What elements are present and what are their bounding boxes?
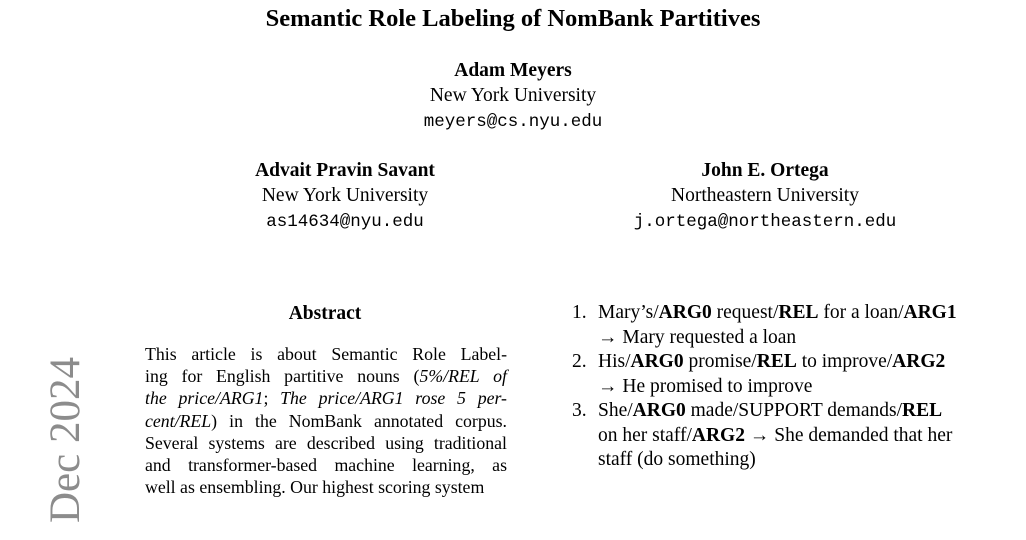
abstract-heading: Abstract: [288, 303, 362, 324]
author-block-3: [540, 158, 990, 235]
example-line: staff (do something): [598, 449, 756, 470]
author-affiliation: Northeastern University: [671, 185, 859, 206]
example-line: His/ARG0 promise/REL to improve/ARG2: [598, 351, 946, 372]
italic-text: the price/ARG1: [145, 388, 264, 409]
bold-role-label: ARG0: [630, 351, 684, 372]
bold-role-label: ARG0: [658, 302, 712, 323]
example-item: [560, 301, 1026, 350]
bold-role-label: ARG2: [691, 424, 745, 446]
example-number: 2.: [572, 351, 587, 372]
example-line: She/ARG0 made/SUPPORT demands/REL: [598, 400, 943, 421]
author-email[interactable]: as14634@nyu.edu: [266, 212, 424, 232]
example-number: 1.: [572, 302, 587, 323]
example-line: → Mary requested a loan: [598, 326, 797, 348]
example-item: [560, 350, 1026, 399]
bold-role-label: REL: [756, 351, 797, 372]
example-line: on her staff/ARG2 → She demanded that her: [598, 424, 953, 446]
abstract-line: This article is about Semantic Role Label-: [145, 344, 507, 364]
author-email[interactable]: j.ortega@northeastern.edu: [633, 212, 897, 232]
bold-role-label: ARG1: [903, 302, 957, 323]
bold-role-label: REL: [778, 302, 819, 323]
example-line: Mary’s/ARG0 request/REL for a loan/ARG1: [598, 302, 957, 323]
abstract-line: well as ensembling. Our highest scoring system: [145, 477, 485, 498]
abstract-line: cent/REL) in the NomBank annotated corpus.: [145, 410, 507, 431]
author-block-2: [180, 158, 510, 235]
author-name: John E. Ortega: [701, 160, 829, 181]
example-item: [560, 399, 1026, 473]
arxiv-side-stamp: Dec 2024: [42, 357, 89, 523]
italic-text: cent/REL: [145, 410, 212, 431]
bold-role-label: ARG0: [632, 400, 686, 421]
abstract-line: the price/ARG1; The price/ARG1 rose 5 per-: [145, 388, 507, 409]
abstract-body: [145, 343, 507, 498]
author-name: Advait Pravin Savant: [255, 160, 435, 181]
italic-text: The price/ARG1 rose 5 per-: [280, 388, 507, 409]
author-affiliation: New York University: [261, 185, 429, 206]
bold-role-label: ARG2: [892, 351, 946, 372]
author-affiliation: New York University: [429, 85, 597, 106]
paper-title: Semantic Role Labeling of NomBank Partitives: [265, 5, 761, 32]
author-block-1: [313, 58, 713, 135]
abstract-line: ing for English partitive nouns (5%/REL of: [145, 366, 507, 387]
example-list: [560, 301, 1026, 473]
author-email[interactable]: meyers@cs.nyu.edu: [423, 112, 603, 132]
bold-role-label: REL: [902, 400, 943, 421]
example-line: → He promised to improve: [598, 375, 813, 397]
author-name: Adam Meyers: [454, 60, 572, 81]
abstract-line: Several systems are described using traditional: [145, 432, 507, 453]
example-number: 3.: [572, 400, 587, 421]
italic-text: 5%/REL of: [419, 366, 507, 387]
abstract-line: and transformer-based machine learning, as: [145, 454, 507, 475]
